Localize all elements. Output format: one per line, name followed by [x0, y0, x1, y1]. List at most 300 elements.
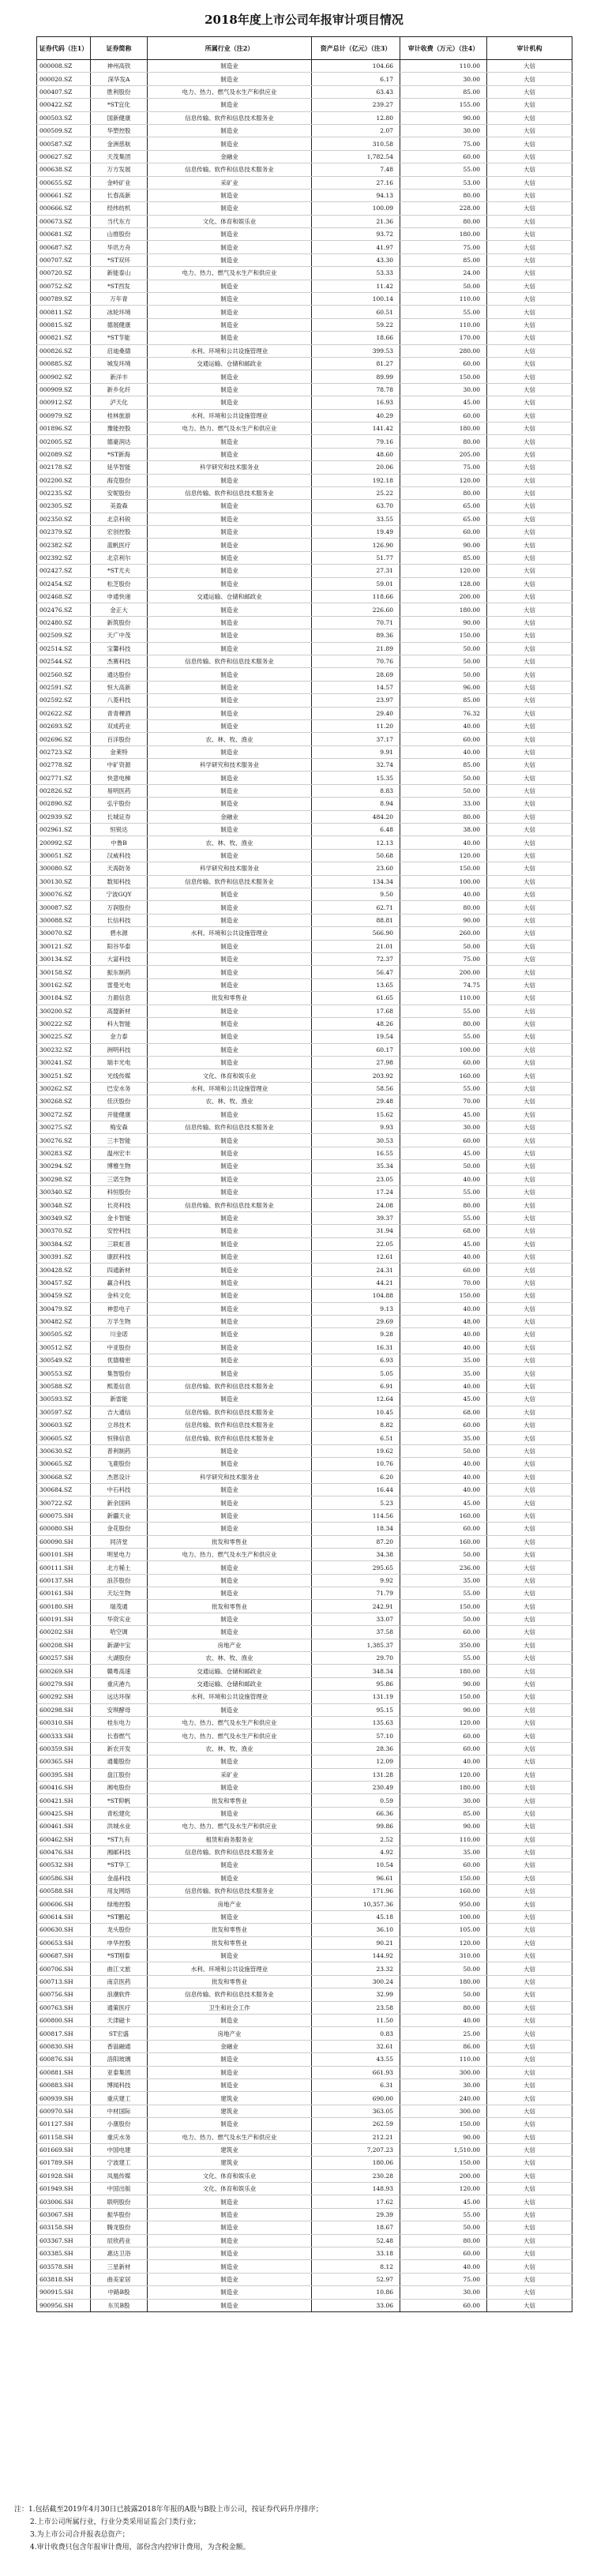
cell-assets: 19.54	[312, 1031, 400, 1043]
cell-assets: 8.12	[312, 2260, 400, 2273]
cell-name: 新湖中宝	[91, 1639, 148, 1651]
cell-firm: 大信	[487, 577, 572, 590]
cell-code: 600687.SH	[37, 1950, 91, 1962]
cell-industry: 制造业	[148, 1173, 312, 1185]
cell-industry: 制造业	[148, 2208, 312, 2221]
cell-industry: 制造业	[148, 940, 312, 952]
cell-assets: 18.34	[312, 1523, 400, 1535]
cell-industry: 制造业	[148, 1160, 312, 1173]
cell-name: 梅安森	[91, 1121, 148, 1134]
table-row	[37, 1393, 572, 1406]
table-row	[37, 901, 572, 914]
cell-assets: 2.52	[312, 1833, 400, 1846]
cell-firm: 大信	[487, 2208, 572, 2221]
cell-assets: 31.94	[312, 1225, 400, 1237]
cell-fee: 90.00	[400, 1820, 487, 1833]
cell-industry: 制造业	[148, 2247, 312, 2260]
cell-name: 洛阳玻璃	[91, 2053, 148, 2066]
cell-assets: 148.93	[312, 2183, 400, 2195]
cell-assets: 9.92	[312, 1574, 400, 1587]
cell-name: 力源信息	[91, 992, 148, 1004]
cell-code: 600395.SH	[37, 1768, 91, 1781]
cell-industry: 制造业	[148, 1910, 312, 1923]
cell-code: 300088.SZ	[37, 914, 91, 926]
cell-fee: 70.00	[400, 1095, 487, 1108]
cell-code: 002939.SZ	[37, 810, 91, 823]
table-row	[37, 1095, 572, 1108]
table-row	[37, 2247, 572, 2260]
cell-firm: 大信	[487, 1496, 572, 1509]
table-row	[37, 1950, 572, 1962]
cell-name: 八菱科技	[91, 694, 148, 707]
cell-firm: 大信	[487, 2118, 572, 2131]
table-row	[37, 2157, 572, 2169]
cell-code: 300665.SZ	[37, 1458, 91, 1470]
cell-code: 000407.SZ	[37, 85, 91, 98]
cell-industry: 科学研究和技术服务业	[148, 461, 312, 474]
cell-code: 300479.SZ	[37, 1302, 91, 1315]
cell-name: 华塑控股	[91, 124, 148, 137]
cell-fee: 120.00	[400, 565, 487, 577]
cell-code: 900915.SH	[37, 2286, 91, 2299]
cell-firm: 大信	[487, 1315, 572, 1327]
cell-code: 000885.SZ	[37, 357, 91, 370]
cell-code: 300549.SZ	[37, 1354, 91, 1367]
cell-fee: 40.00	[400, 2014, 487, 2026]
cell-code: 002890.SZ	[37, 798, 91, 810]
table-row	[37, 1173, 572, 1185]
cell-firm: 大信	[487, 1393, 572, 1406]
cell-firm: 大信	[487, 318, 572, 331]
cell-industry: 电力、热力、燃气及水生产和供应业	[148, 1820, 312, 1833]
cell-industry: 农、林、牧、渔业	[148, 1652, 312, 1665]
cell-code: 300158.SZ	[37, 966, 91, 978]
cell-industry: 制造业	[148, 1613, 312, 1625]
cell-assets: 99.86	[312, 1820, 400, 1833]
table-row	[37, 577, 572, 590]
table-row	[37, 668, 572, 681]
cell-code: 300340.SZ	[37, 1185, 91, 1198]
cell-fee: 35.00	[400, 1432, 487, 1444]
cell-name: 中石科技	[91, 1483, 148, 1496]
table-row	[37, 1600, 572, 1613]
cell-code: 600298.SH	[37, 1703, 91, 1716]
cell-industry: 制造业	[148, 616, 312, 629]
table-row	[37, 1367, 572, 1380]
cell-industry: 制造业	[148, 500, 312, 513]
cell-name: 曲美家居	[91, 2273, 148, 2285]
cell-firm: 大信	[487, 1354, 572, 1367]
cell-firm: 大信	[487, 1652, 572, 1665]
cell-industry: 制造业	[148, 1496, 312, 1509]
cell-firm: 大信	[487, 1600, 572, 1613]
cell-fee: 50.00	[400, 1548, 487, 1560]
cell-code: 002089.SZ	[37, 448, 91, 460]
cell-fee: 45.00	[400, 396, 487, 409]
cell-code: 300184.SZ	[37, 992, 91, 1004]
cell-firm: 大信	[487, 1703, 572, 1716]
cell-assets: 29.70	[312, 1652, 400, 1665]
cell-industry: 文化、体育和娱乐业	[148, 2169, 312, 2182]
cell-fee: 80.00	[400, 435, 487, 448]
cell-industry: 建筑业	[148, 2105, 312, 2117]
cell-code: 001896.SZ	[37, 422, 91, 434]
cell-fee: 30.00	[400, 1121, 487, 1134]
cell-assets: 6.93	[312, 1354, 400, 1367]
cell-name: 集智股份	[91, 1367, 148, 1380]
cell-fee: 160.00	[400, 1069, 487, 1082]
cell-fee: 60.00	[400, 1859, 487, 1872]
cell-assets: 484.20	[312, 810, 400, 823]
cell-firm: 大信	[487, 422, 572, 434]
table-row	[37, 1742, 572, 1755]
cell-name: ST宏盛	[91, 2027, 148, 2040]
cell-fee: 60.00	[400, 1134, 487, 1147]
cell-code: 600532.SH	[37, 1859, 91, 1872]
cell-name: 中国电建	[91, 2143, 148, 2156]
cell-industry: 制造业	[148, 332, 312, 344]
cell-name: 泸天化	[91, 396, 148, 409]
cell-assets: 34.38	[312, 1548, 400, 1560]
cell-assets: 16.93	[312, 396, 400, 409]
cell-firm: 大信	[487, 629, 572, 642]
cell-fee: 80.00	[400, 486, 487, 499]
table-row	[37, 189, 572, 201]
table-row	[37, 1717, 572, 1729]
cell-code: 300070.SZ	[37, 927, 91, 940]
cell-firm: 大信	[487, 1328, 572, 1341]
table-row	[37, 2066, 572, 2078]
cell-name: *ST仰帆	[91, 1794, 148, 1807]
table-row	[37, 1328, 572, 1341]
cell-name: 浪莎股份	[91, 1574, 148, 1587]
cell-industry: 制造业	[148, 2286, 312, 2299]
cell-assets: 6.20	[312, 1470, 400, 1483]
cell-code: 002514.SZ	[37, 642, 91, 655]
cell-fee: 40.00	[400, 1470, 487, 1483]
cell-name: 小康股份	[91, 2118, 148, 2131]
cell-assets: 141.42	[312, 422, 400, 434]
cell-name: 吉大通信	[91, 1406, 148, 1418]
cell-name: 洪城水业	[91, 1820, 148, 1833]
cell-industry: 制造业	[148, 2299, 312, 2311]
cell-fee: 30.00	[400, 383, 487, 396]
cell-fee: 86.00	[400, 2040, 487, 2052]
cell-industry: 金融业	[148, 810, 312, 823]
cell-code: 000789.SZ	[37, 293, 91, 306]
table-row	[37, 616, 572, 629]
table-row	[37, 875, 572, 888]
cell-name: 延华智能	[91, 461, 148, 474]
table-row	[37, 435, 572, 448]
cell-code: 002622.SZ	[37, 707, 91, 719]
cell-name: 用友网络	[91, 1885, 148, 1898]
cell-name: 桂林旅游	[91, 409, 148, 422]
cell-industry: 制造业	[148, 1108, 312, 1121]
cell-assets: 48.60	[312, 448, 400, 460]
cell-fee: 90.00	[400, 1677, 487, 1690]
cell-assets: 180.06	[312, 2157, 400, 2169]
cell-firm: 大信	[487, 2286, 572, 2299]
cell-assets: 16.31	[312, 1341, 400, 1354]
cell-assets: 114.56	[312, 1509, 400, 1522]
table-row	[37, 422, 572, 434]
cell-fee: 150.00	[400, 2118, 487, 2131]
table-row	[37, 2027, 572, 2040]
cell-fee: 120.00	[400, 849, 487, 862]
cell-assets: 88.81	[312, 914, 400, 926]
cell-name: 万方发展	[91, 163, 148, 176]
cell-fee: 110.00	[400, 2053, 487, 2066]
cell-assets: 661.93	[312, 2066, 400, 2078]
cell-fee: 80.00	[400, 901, 487, 914]
cell-assets: 63.70	[312, 500, 400, 513]
cell-industry: 批发和零售业	[148, 1794, 312, 1807]
cell-code: 603158.SH	[37, 2221, 91, 2234]
cell-name: 经纬纺机	[91, 202, 148, 215]
cell-fee: 40.00	[400, 2260, 487, 2273]
cell-firm: 大信	[487, 668, 572, 681]
cell-name: 金正大	[91, 603, 148, 616]
cell-code: 600333.SH	[37, 1729, 91, 1742]
cell-industry: 制造业	[148, 474, 312, 486]
cell-assets: 6.48	[312, 824, 400, 836]
cell-industry: 制造业	[148, 1444, 312, 1457]
cell-fee: 110.00	[400, 992, 487, 1004]
cell-name: 新洋丰	[91, 370, 148, 383]
cell-code: 002005.SZ	[37, 435, 91, 448]
cell-name: 易明医药	[91, 784, 148, 797]
cell-assets: 104.66	[312, 60, 400, 73]
cell-fee: 68.00	[400, 1406, 487, 1418]
table-row	[37, 888, 572, 901]
cell-code: 600606.SH	[37, 1898, 91, 1910]
cell-firm: 大信	[487, 824, 572, 836]
cell-assets: 226.60	[312, 603, 400, 616]
cell-firm: 大信	[487, 745, 572, 758]
cell-fee: 50.00	[400, 642, 487, 655]
cell-fee: 38.00	[400, 824, 487, 836]
table-row	[37, 2221, 572, 2234]
cell-fee: 60.00	[400, 1523, 487, 1535]
cell-industry: 制造业	[148, 1147, 312, 1159]
table-row	[37, 1199, 572, 1211]
cell-assets: 96.61	[312, 1872, 400, 1884]
cell-fee: 30.00	[400, 2078, 487, 2091]
cell-name: 瑞丰光电	[91, 1057, 148, 1069]
cell-industry: 制造业	[148, 1315, 312, 1327]
cell-fee: 205.00	[400, 448, 487, 460]
cell-assets: 1,782.54	[312, 150, 400, 163]
table-row	[37, 849, 572, 862]
cell-industry: 信息传输、软件和信息技术服务业	[148, 1380, 312, 1392]
table-row	[37, 1380, 572, 1392]
footnote-line: 注：1.包括截至2019年4月30日已披露2018年年报的A股与B股上市公司，按证券代码升序排序；	[14, 2506, 323, 2514]
table-row	[37, 1652, 572, 1665]
cell-firm: 大信	[487, 1237, 572, 1250]
cell-code: 603578.SH	[37, 2260, 91, 2273]
table-row	[37, 1587, 572, 1600]
cell-firm: 大信	[487, 60, 572, 73]
cell-fee: 85.00	[400, 551, 487, 564]
cell-code: 000821.SZ	[37, 332, 91, 344]
cell-name: 中国出版	[91, 2183, 148, 2195]
cell-firm: 大信	[487, 591, 572, 603]
cell-industry: 制造业	[148, 60, 312, 73]
cell-firm: 大信	[487, 2234, 572, 2247]
cell-name: 新余国科	[91, 1496, 148, 1509]
cell-fee: 180.00	[400, 1975, 487, 1988]
cell-industry: 制造业	[148, 73, 312, 85]
cell-assets: 23.60	[312, 862, 400, 875]
cell-firm: 大信	[487, 2195, 572, 2208]
cell-code: 600208.SH	[37, 1639, 91, 1651]
cell-fee: 60.00	[400, 733, 487, 745]
cell-firm: 大信	[487, 306, 572, 318]
cell-name: 青松建化	[91, 1807, 148, 1819]
cell-fee: 310.00	[400, 1950, 487, 1962]
cell-name: 三星新材	[91, 2260, 148, 2273]
cell-name: 新疆天业	[91, 1509, 148, 1522]
cell-fee: 300.00	[400, 2105, 487, 2117]
table-row	[37, 1147, 572, 1159]
cell-industry: 批发和零售业	[148, 1936, 312, 1949]
table-row	[37, 1237, 572, 1250]
cell-industry: 制造业	[148, 1264, 312, 1276]
cell-fee: 24.00	[400, 267, 487, 280]
cell-industry: 制造业	[148, 2273, 312, 2285]
cell-fee: 74.75	[400, 978, 487, 991]
cell-name: 湘电股份	[91, 1781, 148, 1793]
cell-firm: 大信	[487, 616, 572, 629]
cell-name: *ST鹏起	[91, 1910, 148, 1923]
cell-code: 601928.SH	[37, 2169, 91, 2182]
table-row	[37, 2092, 572, 2105]
cell-firm: 大信	[487, 914, 572, 926]
table-row	[37, 124, 572, 137]
cell-fee: 96.00	[400, 681, 487, 693]
cell-industry: 采矿业	[148, 176, 312, 189]
table-row	[37, 1898, 572, 1910]
cell-code: 300241.SZ	[37, 1057, 91, 1069]
cell-code: 002591.SZ	[37, 681, 91, 693]
cell-fee: 25.00	[400, 2027, 487, 2040]
cell-industry: 制造业	[148, 1859, 312, 1872]
cell-assets: 17.24	[312, 1185, 400, 1198]
cell-code: 600161.SH	[37, 1587, 91, 1600]
cell-name: 百洋股份	[91, 733, 148, 745]
table-row	[37, 474, 572, 486]
table-row	[37, 1432, 572, 1444]
cell-industry: 制造业	[148, 1250, 312, 1263]
table-row	[37, 1470, 572, 1483]
cell-industry: 卫生和社会工作	[148, 2001, 312, 2014]
footnote-line: 3.为上市公司合并报表总资产；	[30, 2531, 129, 2539]
cell-code: 600970.SH	[37, 2105, 91, 2117]
cell-name: 金花股份	[91, 1523, 148, 1535]
table-row	[37, 1768, 572, 1781]
cell-code: 601789.SH	[37, 2157, 91, 2169]
cell-industry: 制造业	[148, 253, 312, 266]
cell-industry: 信息传输、软件和信息技术服务业	[148, 875, 312, 888]
cell-firm: 大信	[487, 1833, 572, 1846]
cell-industry: 交通运输、仓储和邮政业	[148, 1665, 312, 1677]
cell-code: 300668.SZ	[37, 1470, 91, 1483]
cell-fee: 260.00	[400, 927, 487, 940]
cell-fee: 80.00	[400, 2001, 487, 2014]
table-row	[37, 396, 572, 409]
cell-industry: 电力、热力、燃气及水生产和供应业	[148, 267, 312, 280]
table-row	[37, 1561, 572, 1574]
cell-fee: 200.00	[400, 966, 487, 978]
cell-industry: 文化、体育和娱乐业	[148, 2183, 312, 2195]
cell-fee: 45.00	[400, 1496, 487, 1509]
table-row	[37, 1444, 572, 1457]
cell-firm: 大信	[487, 1095, 572, 1108]
table-row	[37, 992, 572, 1004]
cell-industry: 信息传输、软件和信息技术服务业	[148, 1988, 312, 2001]
cell-firm: 大信	[487, 1419, 572, 1432]
cell-code: 600817.SH	[37, 2027, 91, 2040]
cell-industry: 水利、环境和公共设施管理业	[148, 1962, 312, 1975]
cell-fee: 90.00	[400, 1703, 487, 1716]
table-row	[37, 1082, 572, 1095]
cell-assets: 81.27	[312, 357, 400, 370]
cell-industry: 制造业	[148, 1043, 312, 1056]
cell-assets: 242.91	[312, 1600, 400, 1613]
cell-name: 安妮股份	[91, 486, 148, 499]
table-row	[37, 733, 572, 745]
cell-industry: 制造业	[148, 2260, 312, 2273]
cell-name: 巴安水务	[91, 1082, 148, 1095]
cell-firm: 大信	[487, 1057, 572, 1069]
cell-fee: 40.00	[400, 1328, 487, 1341]
cell-industry: 金融业	[148, 150, 312, 163]
cell-firm: 大信	[487, 2221, 572, 2234]
cell-fee: 60.00	[400, 526, 487, 539]
cell-name: 中亚股份	[91, 1341, 148, 1354]
cell-fee: 120.00	[400, 2183, 487, 2195]
cell-firm: 大信	[487, 2014, 572, 2026]
cell-assets: 300.24	[312, 1975, 400, 1988]
table-row	[37, 655, 572, 667]
cell-firm: 大信	[487, 1846, 572, 1858]
cell-name: 远达环保	[91, 1691, 148, 1703]
table-row	[37, 1185, 572, 1198]
cell-industry: 制造业	[148, 189, 312, 201]
cell-assets: 5.05	[312, 1367, 400, 1380]
cell-industry: 制造业	[148, 1483, 312, 1496]
cell-industry: 制造业	[148, 1574, 312, 1587]
cell-industry: 制造业	[148, 1458, 312, 1470]
table-row	[37, 603, 572, 616]
cell-assets: 78.78	[312, 383, 400, 396]
table-row	[37, 383, 572, 396]
cell-name: 万孚生物	[91, 1315, 148, 1327]
cell-code: 000503.SZ	[37, 111, 91, 124]
table-row	[37, 914, 572, 926]
table-row	[37, 745, 572, 758]
cell-fee: 76.32	[400, 707, 487, 719]
cell-assets: 363.05	[312, 2105, 400, 2117]
cell-firm: 大信	[487, 655, 572, 667]
cell-name: 科恒股份	[91, 1185, 148, 1198]
cell-firm: 大信	[487, 2157, 572, 2169]
table-row	[37, 1756, 572, 1768]
cell-industry: 水利、环境和公共设施管理业	[148, 409, 312, 422]
cell-firm: 大信	[487, 513, 572, 525]
cell-fee: 40.00	[400, 1341, 487, 1354]
